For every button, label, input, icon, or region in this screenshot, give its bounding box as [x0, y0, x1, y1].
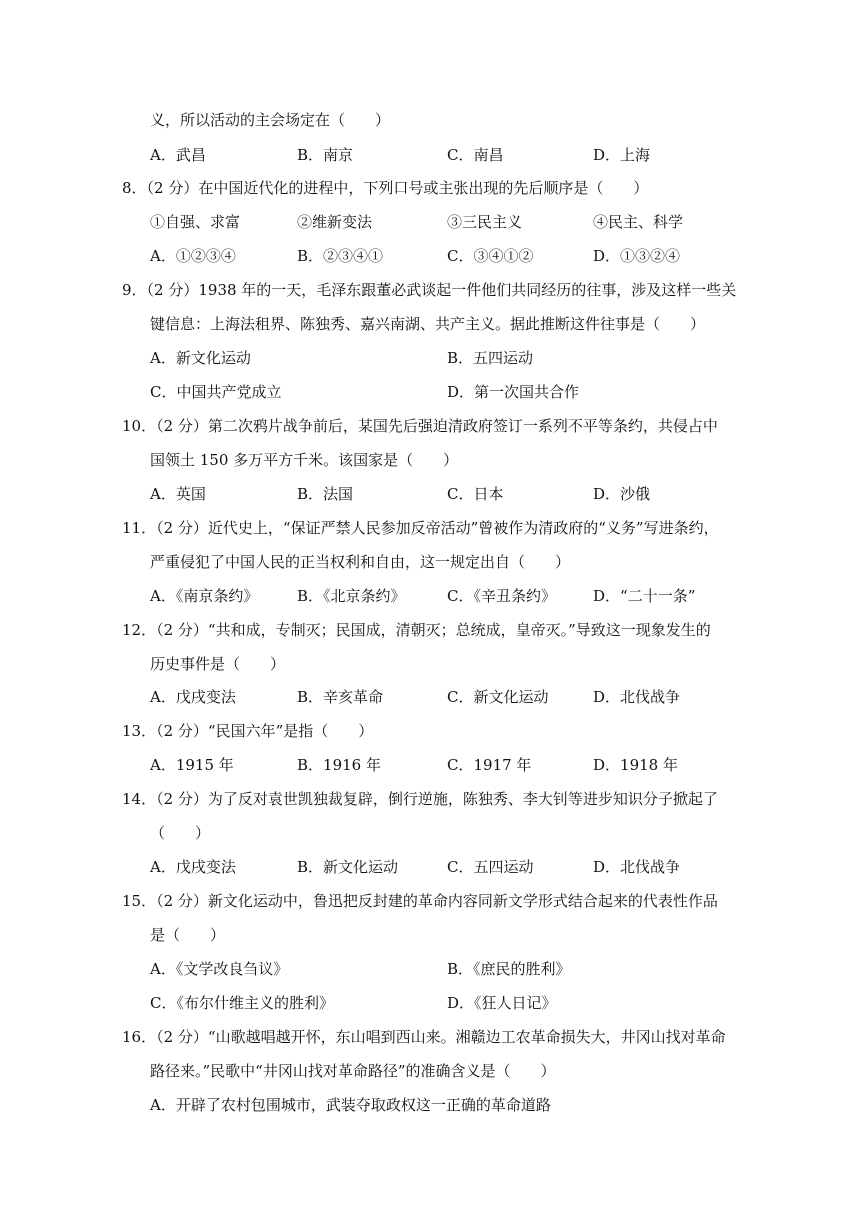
q8-stem: 8．（2 分）在中国近代化的进程中，下列口号或主张出现的先后顺序是（ ） — [122, 179, 649, 197]
q11-option-a: A．《南京条约》 — [150, 587, 259, 605]
q14-option-b: B．新文化运动 — [297, 858, 399, 876]
q7-continuation: 义，所以活动的主会场定在（ ） — [150, 111, 391, 129]
q9-option-a: A．新文化运动 — [150, 349, 251, 367]
q10-stem-line1: 10．（2 分）第二次鸦片战争前后，某国先后强迫清政府签订一系列不平等条约，共侵占中 — [122, 417, 718, 435]
q16-option-a: A．开辟了农村包围城市，武装夺取政权这一正确的革命道路 — [150, 1096, 551, 1114]
q12-stem-line1: 12．（2 分）“共和成，专制灭；民国成，清朝灭；总统成，皇帝灭。”导致这一现象发生的 — [122, 621, 711, 639]
q14-stem-line1: 14．（2 分）为了反对袁世凯独裁复辟，倒行逆施，陈独秀、李大钊等进步知识分子掀起了 — [122, 790, 718, 808]
q10-stem-line2: 国领土 150 多万平方千米。该国家是（ ） — [150, 451, 459, 469]
q10-option-a: A．英国 — [150, 485, 206, 503]
q7-option-a: A．武昌 — [150, 146, 206, 164]
q14-option-c: C．五四运动 — [447, 858, 534, 876]
q8-item-4: ④民主、科学 — [593, 213, 684, 231]
q9-option-b: B．五四运动 — [447, 349, 534, 367]
q14-option-a: A．戊戌变法 — [150, 858, 236, 876]
q10-option-d: D．沙俄 — [593, 485, 651, 503]
q12-stem-line2: 历史事件是（ ） — [150, 655, 286, 673]
q12-option-c: C．新文化运动 — [447, 688, 549, 706]
q8-option-c: C．③④①② — [447, 247, 534, 265]
q7-option-c: C．南昌 — [447, 146, 504, 164]
q8-option-d: D．①③②④ — [593, 247, 681, 265]
q8-item-3: ③三民主义 — [447, 213, 523, 231]
q11-option-d: D．“二十一条” — [593, 587, 696, 605]
q7-option-d: D．上海 — [593, 146, 651, 164]
q15-option-c: C．《布尔什维主义的胜利》 — [150, 994, 334, 1012]
q13-stem: 13．（2 分）“民国六年”是指（ ） — [122, 722, 374, 740]
q13-option-d: D．1918 年 — [593, 756, 678, 774]
q11-stem-line2: 严重侵犯了中国人民的正当权利和自由，这一规定出自（ ） — [150, 553, 571, 571]
q11-option-b: B．《北京条约》 — [297, 587, 406, 605]
q15-stem-line2: 是（ ） — [150, 926, 226, 944]
q13-option-a: A．1915 年 — [150, 756, 234, 774]
q16-stem-line1: 16．（2 分）“山歌越唱越开怀，东山唱到西山来。湘赣边工农革命损失大，井冈山找对革命 — [122, 1028, 726, 1046]
q15-option-b: B．《庶民的胜利》 — [447, 960, 571, 978]
q9-stem-line1: 9．（2 分）1938 年的一天，毛泽东跟董必武谈起一件他们共同经历的往事，涉及这样一些关 — [122, 281, 737, 299]
q10-option-b: B．法国 — [297, 485, 354, 503]
q8-item-2: ②维新变法 — [297, 213, 373, 231]
q14-stem-line2: （ ） — [150, 824, 211, 842]
q12-option-a: A．戊戌变法 — [150, 688, 236, 706]
q12-option-d: D．北伐战争 — [593, 688, 681, 706]
q8-option-a: A．①②③④ — [150, 247, 236, 265]
q8-option-b: B．②③④① — [297, 247, 384, 265]
q15-stem-line1: 15．（2 分）新文化运动中，鲁迅把反封建的革命内容同新文学形式结合起来的代表性作品 — [122, 892, 718, 910]
q13-option-c: C．1917 年 — [447, 756, 532, 774]
q7-option-b: B．南京 — [297, 146, 354, 164]
q9-option-d: D．第一次国共合作 — [447, 383, 580, 401]
q9-stem-line2: 键信息：上海法租界、陈独秀、嘉兴南湖、共产主义。据此推断这件往事是（ ） — [150, 315, 706, 333]
q11-option-c: C．《辛丑条约》 — [447, 587, 556, 605]
q9-option-c: C．中国共产党成立 — [150, 383, 282, 401]
q15-option-a: A．《文学改良刍议》 — [150, 960, 289, 978]
q10-option-c: C．日本 — [447, 485, 504, 503]
q13-option-b: B．1916 年 — [297, 756, 381, 774]
q14-option-d: D．北伐战争 — [593, 858, 681, 876]
q16-stem-line2: 路径来。”民歌中“井冈山找对革命路径”的准确含义是（ ） — [150, 1062, 556, 1080]
q11-stem-line1: 11．（2 分）近代史上，“保证严禁人民参加反帝活动”曾被作为清政府的“义务”写进条约， — [122, 519, 719, 537]
q12-option-b: B．辛亥革命 — [297, 688, 384, 706]
q8-item-1: ①自强、求富 — [150, 213, 241, 231]
q15-option-d: D．《狂人日记》 — [447, 994, 557, 1012]
